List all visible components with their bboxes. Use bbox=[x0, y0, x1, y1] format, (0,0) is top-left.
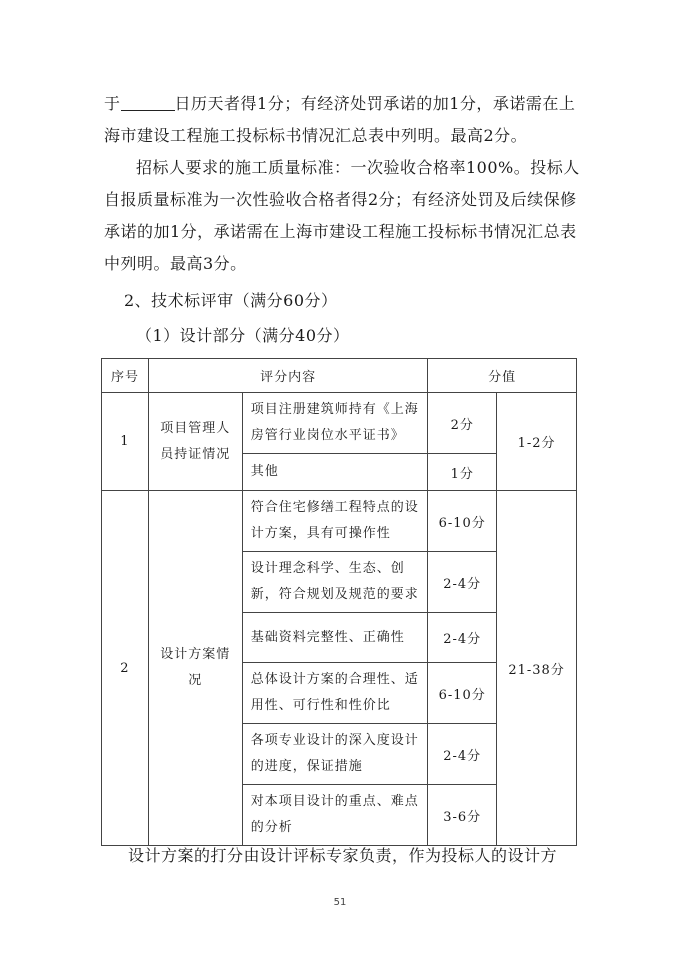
score-cell: 2-4分 bbox=[428, 613, 497, 663]
header-no: 序号 bbox=[102, 359, 149, 393]
paragraph-suffix: 日历天者得1分；有经济处罚承诺的加1分，承诺需在上海市建设工程施工投标标书情况汇总表中列明。最高2分。 bbox=[104, 94, 576, 145]
content-cell: 其他 bbox=[242, 454, 428, 491]
paragraph-schedule-score bbox=[104, 88, 584, 152]
total-score-cell: 21-38分 bbox=[497, 491, 577, 846]
content-cell: 设计理念科学、生态、创新，符合规划及规范的要求 bbox=[242, 552, 428, 613]
content-cell: 对本项目设计的重点、难点的分析 bbox=[242, 785, 428, 846]
score-cell: 3-6分 bbox=[428, 785, 497, 846]
scoring-table bbox=[101, 358, 577, 846]
score-cell: 6-10分 bbox=[428, 663, 497, 724]
category-cell: 设计方案情况 bbox=[148, 491, 242, 846]
content-cell: 符合住宅修缮工程特点的设计方案，具有可操作性 bbox=[242, 491, 428, 552]
content-cell: 项目注册建筑师持有《上海房管行业岗位水平证书》 bbox=[242, 393, 428, 454]
score-cell: 2-4分 bbox=[428, 552, 497, 613]
blank-underline bbox=[121, 94, 175, 111]
score-cell: 2分 bbox=[428, 393, 497, 454]
score-cell: 6-10分 bbox=[428, 491, 497, 552]
row-number: 2 bbox=[102, 491, 149, 846]
table-row bbox=[102, 491, 577, 552]
page-number: 51 bbox=[333, 897, 347, 908]
paragraph-prefix: 于 bbox=[104, 94, 121, 113]
total-score-cell: 1-2分 bbox=[497, 393, 577, 491]
paragraph-quality-standard: 招标人要求的施工质量标准：一次验收合格率100%。投标人自报质量标准为一次性验收合格者得2分；有经济处罚及后续保修承诺的加1分，承诺需在上海市建设工程施工投标标书情况汇总表中列明。最高3分。 bbox=[104, 158, 580, 273]
row-number: 1 bbox=[102, 393, 149, 491]
content-cell: 各项专业设计的深入度设计的进度，保证措施 bbox=[242, 724, 428, 785]
score-cell: 2-4分 bbox=[428, 724, 497, 785]
heading-design-section: （1）设计部分（满分40分） bbox=[136, 326, 350, 345]
paragraph-design-scoring: 设计方案的打分由设计评标专家负责，作为投标人的设计方 bbox=[128, 846, 558, 865]
table-row bbox=[102, 393, 577, 454]
header-score: 分值 bbox=[428, 359, 577, 393]
header-content: 评分内容 bbox=[148, 359, 427, 393]
content-cell: 基础资料完整性、正确性 bbox=[242, 613, 428, 663]
table-header-row bbox=[102, 359, 577, 393]
content-cell: 总体设计方案的合理性、适用性、可行性和性价比 bbox=[242, 663, 428, 724]
score-cell: 1分 bbox=[428, 454, 497, 491]
heading-technical-review: 2、技术标评审（满分60分） bbox=[124, 291, 338, 310]
category-cell: 项目管理人员持证情况 bbox=[148, 393, 242, 491]
